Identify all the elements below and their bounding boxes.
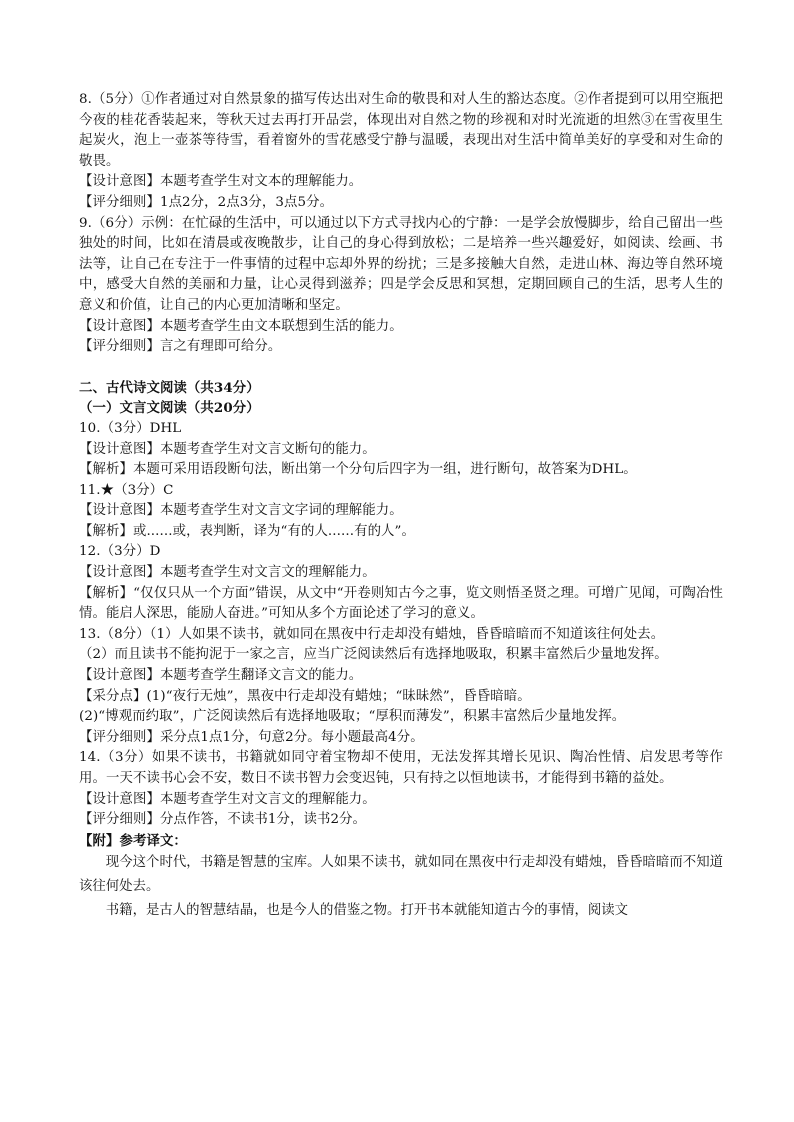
q13-design-intent: 【设计意图】本题考查学生翻译文言文的能力。	[79, 668, 363, 684]
q9-answer: 9.（6分）示例：在忙碌的生活中，可以通过以下方式寻找内心的宁静：一是学会放慢脚步，给自己留出一些独处的时间，比如在清晨或夜晚散步，让自己的身心得到放松；二是培养一些兴趣爱好，如阅读、绘画、书法等，让自己在专注于一件事情的过程中忘却外界的纷扰；三是多接触大自然，走进山林、海边等自然环境中，感受大自然的美丽和力量，让心灵得到滋养；四是学会反思和冥想，定期回顾自己的生活，思考人生的意义和价值，让自己的内心更加清晰和坚定。	[79, 215, 723, 313]
translation-paragraph-1: 现今这个时代，书籍是智慧的宝库。人如果不读书，就如同在黑夜中行走却没有蜡烛，昏昏暗暗而不知道该往何处去。	[79, 855, 723, 895]
section-title: 二、古代诗文阅读（共34分）	[79, 379, 260, 396]
subsection-title: （一）文言文阅读（共20分）	[79, 400, 260, 417]
q8-answer: 8.（5分）①作者通过对自然景象的描写传达出对生命的敬畏和对人生的豁达态度。②作者提到可以用空瓶把今夜的桂花香装起来，等秋天过去再打开品尝，体现出对自然之物的珍视和对时光流逝的坦然③在雪夜里生起炭火，泡上一壶茶等待雪，看着窗外的雪花感受宁静与温暖，表现出对生活中简单美好的享受和对生命的敬畏。	[79, 92, 723, 169]
q11-design-intent: 【设计意图】本题考查学生对文言文字词的理解能力。	[79, 503, 403, 519]
q11-analysis: 【解析】或......或，表判断，译为“有的人......有的人”。	[79, 523, 415, 539]
q11-answer: 11.★（3分）C	[79, 482, 174, 498]
q8-scoring: 【评分细则】1点2分，2点3分，3点5分。	[79, 194, 334, 210]
q12-analysis: 【解析】“仅仅只从一个方面”错误，从文中“开卷则知古今之事，览文则悟圣贤之理。可增广见闻，可陶冶性情。能启人深思，能励人奋进。”可知从多个方面论述了学习的意义。	[79, 585, 723, 622]
q12-answer: 12.（3分）D	[79, 544, 161, 560]
q14-scoring: 【评分细则】分点作答，不读书1分，读书2分。	[79, 812, 367, 828]
q12-design-intent: 【设计意图】本题考查学生对文言文的理解能力。	[79, 565, 376, 581]
q9-design-intent: 【设计意图】本题考查学生由文本联想到生活的能力。	[79, 318, 403, 334]
q13-points-2: (2)“博观而约取”，广泛阅读然后有选择地吸取；“厚积而薄发”，积累丰富然后少量地发挥。	[79, 709, 626, 725]
q10-analysis: 【解析】本题可采用语段断句法，断出第一个分句后四字为一组，进行断句，故答案为DHL。	[79, 462, 637, 478]
q8-design-intent: 【设计意图】本题考查学生对文本的理解能力。	[79, 174, 363, 190]
q13-answer-1: 13.（8分）（1）人如果不读书，就如同在黑夜中行走却没有蜡烛，昏昏暗暗而不知道该往何处去。	[79, 626, 665, 642]
q10-design-intent: 【设计意图】本题考查学生对文言文断句的能力。	[79, 441, 376, 457]
q13-answer-2: （2）而且读书不能拘泥于一家之言，应当广泛阅读然后有选择地吸取，积累丰富然后少量地发挥。	[79, 647, 668, 663]
q14-design-intent: 【设计意图】本题考查学生对文言文的理解能力。	[79, 791, 376, 807]
q14-answer: 14.（3分）如果不读书，书籍就如同守着宝物却不使用，无法发挥其增长见识、陶冶性情、启发思考等作用。一天不读书心会不安，数日不读书智力会变迟钝，只有持之以恒地读书，才能得到书籍的益处。	[79, 750, 723, 786]
q13-points-1: 【采分点】(1)“夜行无烛”，黑夜中行走却没有蜡烛；“昧昧然”，昏昏暗暗。	[79, 688, 531, 704]
q9-scoring: 【评分细则】言之有理即可给分。	[79, 339, 282, 355]
section-gap	[79, 358, 723, 378]
translation-paragraph-2: 书籍，是古人的智慧结晶，也是今人的借鉴之物。打开书本就能知道古今的事情，阅读文	[105, 903, 629, 919]
appendix-title: 【附】参考译文：	[79, 832, 187, 849]
q10-answer: 10.（3分）DHL	[79, 420, 182, 436]
q13-scoring: 【评分细则】采分点1点1分，句意2分。每小题最高4分。	[79, 729, 424, 745]
answer-page	[79, 90, 723, 923]
